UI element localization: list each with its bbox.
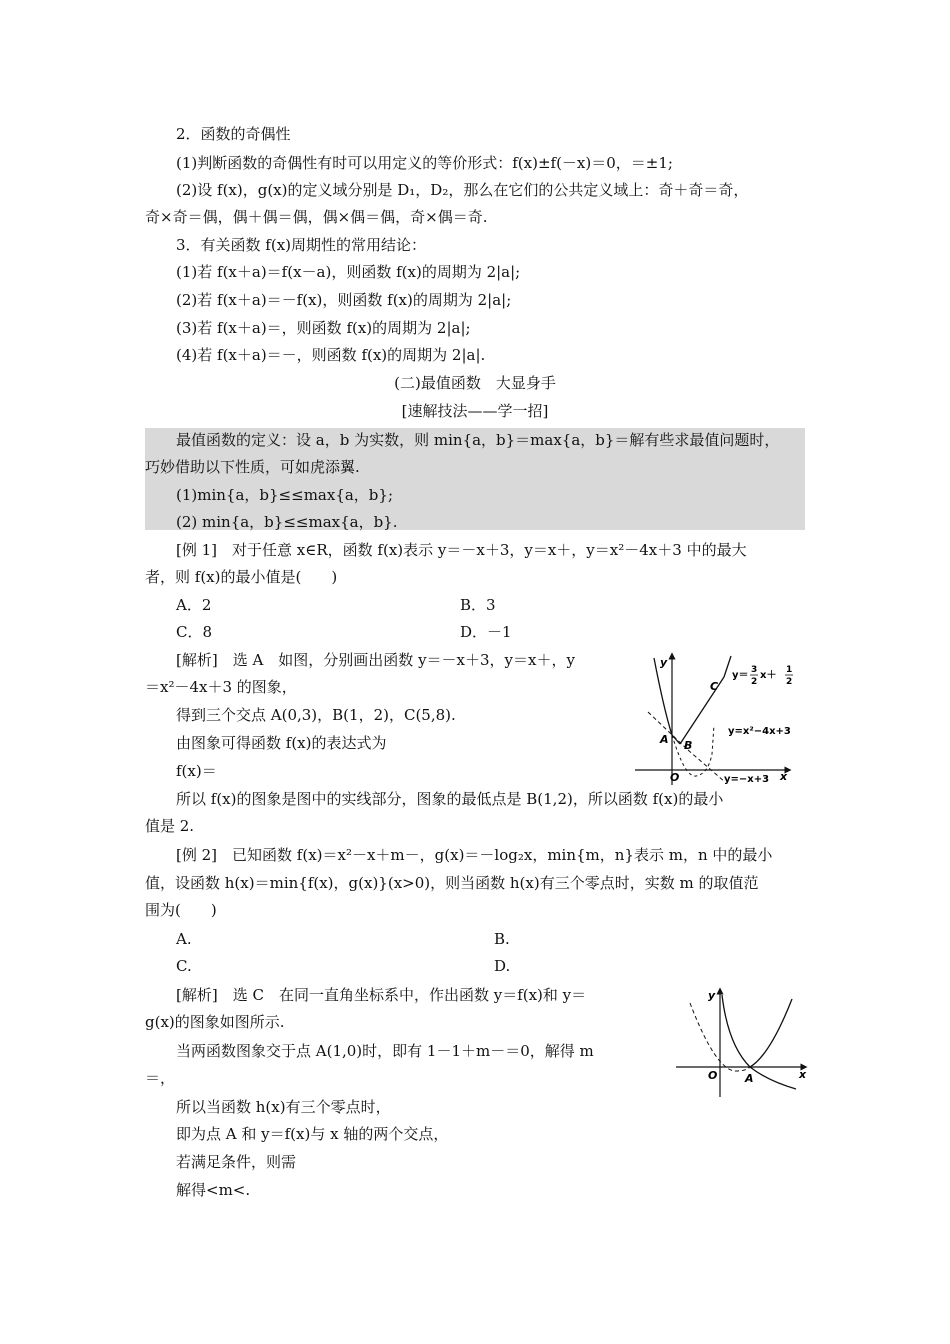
fig1-parabola-solid-right xyxy=(724,656,731,677)
ex2-question-line3: 围为( ) xyxy=(145,901,217,919)
ex2-solution-line5: 所以当函数 h(x)有三个零点时， xyxy=(176,1098,391,1116)
ex1-option-c: C．8 xyxy=(176,623,213,641)
section-subheading: [速解技法——学一招] xyxy=(401,402,549,420)
fig1-x-label: x xyxy=(780,770,788,783)
fig2-x-label: x xyxy=(799,1068,807,1081)
ex1-solution-line2: ＝x²－4x＋3 的图象， xyxy=(145,678,297,696)
fig1-line1-den1: 2 xyxy=(751,677,758,687)
fig2-log-curve xyxy=(722,995,796,1089)
fig1-line1-den2: 2 xyxy=(786,677,793,687)
figure1-graph xyxy=(630,650,800,790)
fig1-line2-label: y=−x+3 xyxy=(724,774,770,785)
fig1-point-b-label: B xyxy=(684,739,693,752)
ex1-option-b: B．3 xyxy=(460,596,496,614)
ex2-solution-line3: 当两函数图象交于点 A(1,0)时，即有 1－1＋m－＝0，解得 m xyxy=(176,1042,594,1060)
section3-line3: (3)若 f(x＋a)＝，则函数 f(x)的周期为 2|a|; xyxy=(176,319,471,337)
ex1-solution-line3: 得到三个交点 A(0,3)，B(1，2)，C(5,8). xyxy=(176,706,456,724)
ex1-solution-line6: 所以 f(x)的图象是图中的实线部分，图象的最低点是 B(1,2)，所以函数 f(x)的最小 xyxy=(176,790,724,808)
ex2-solution-line6: 即为点 A 和 y＝f(x)与 x 轴的两个交点， xyxy=(176,1125,449,1143)
fig2-y-label: y xyxy=(708,989,716,1002)
box-line2: 巧妙借助以下性质，可如虎添翼. xyxy=(145,458,360,476)
ex2-solution-line4: ＝， xyxy=(145,1069,176,1087)
ex2-solution-line1: [解析] 选 C 在同一直角坐标系中，作出函数 y＝f(x)和 y＝ xyxy=(176,986,587,1004)
ex2-option-b: B. xyxy=(494,930,510,948)
fig2-origin-label: O xyxy=(708,1069,718,1082)
section2-line2: (2)设 f(x)，g(x)的定义域分别是 D₁，D₂，那么在它们的公共定义域上：奇＋奇＝奇， xyxy=(176,181,749,199)
ex2-solution-line8: 解得<m<. xyxy=(176,1181,251,1199)
ex1-option-a: A．2 xyxy=(176,596,212,614)
ex2-option-d: D. xyxy=(494,957,511,975)
fig2-parabola-solid xyxy=(750,999,792,1067)
ex2-solution-line2: g(x)的图象如图所示. xyxy=(145,1013,285,1031)
fig1-line-decreasing-tail xyxy=(688,750,725,782)
section2-line3: 奇×奇＝偶，偶＋偶＝偶，偶×偶＝偶，奇×偶＝奇. xyxy=(145,208,488,226)
ex1-solution-line4: 由图象可得函数 f(x)的表达式为 xyxy=(176,734,387,752)
fig2-point-a-label: A xyxy=(745,1072,754,1085)
fig1-solid-segment-AB xyxy=(672,735,680,744)
box-line1: 最值函数的定义：设 a，b 为实数，则 min{a，b}＝max{a，b}＝解有些求最值问题时， xyxy=(176,431,780,449)
fig1-line1-prefix: y＝ xyxy=(732,670,749,681)
ex2-question-line2: 值，设函数 h(x)＝min{f(x)，g(x)}(x>0)，则当函数 h(x)有三个零点时，实数 m 的取值范 xyxy=(145,874,759,892)
figure2-graph xyxy=(672,985,812,1103)
fig1-point-c-label: C xyxy=(710,680,719,693)
ex2-question-line1: [例 2] 已知函数 f(x)＝x²－x＋m－，g(x)＝－log₂x，min{m，n}表示 m，n 中的最小 xyxy=(176,846,773,864)
fig1-parabola-solid-left xyxy=(654,658,672,735)
fig1-line1-num2: 1 xyxy=(786,665,793,675)
section2-line1: (1)判断函数的奇偶性有时可以用定义的等价形式：f(x)±f(－x)＝0，＝±1; xyxy=(176,154,673,172)
fig1-parabola-dashed xyxy=(672,725,714,776)
ex2-solution-line7: 若满足条件，则需 xyxy=(176,1153,297,1171)
section3-title: 3．有关函数 f(x)周期性的常用结论： xyxy=(176,236,427,254)
box-line4: (2) min{a，b}≤≤max{a，b}. xyxy=(176,513,398,531)
ex1-solution-line5: f(x)＝ xyxy=(176,762,217,780)
section3-line2: (2)若 f(x＋a)＝－f(x)，则函数 f(x)的周期为 2|a|; xyxy=(176,291,512,309)
ex1-solution-line7: 值是 2. xyxy=(145,817,195,835)
fig1-line1-mid: x＋ xyxy=(760,670,777,681)
ex1-solution-line1: [解析] 选 A 如图，分别画出函数 y＝－x＋3，y＝x＋，y xyxy=(176,651,575,669)
fig1-parabola-label: y=x²−4x+3 xyxy=(728,726,791,737)
fig1-y-label: y xyxy=(660,656,668,669)
section-heading: (二)最值函数 大显身手 xyxy=(394,374,556,392)
box-line3: (1)min{a，b}≤≤max{a，b}; xyxy=(176,486,394,504)
fig1-point-a-label: A xyxy=(660,733,669,746)
ex1-option-d: D．－1 xyxy=(460,623,512,641)
section2-title: 2．函数的奇偶性 xyxy=(176,125,291,143)
fig1-origin-label: O xyxy=(670,771,680,784)
section3-line1: (1)若 f(x＋a)＝f(x－a)，则函数 f(x)的周期为 2|a|; xyxy=(176,263,521,281)
ex2-option-c: C. xyxy=(176,957,192,975)
ex2-option-a: A. xyxy=(176,930,192,948)
section3-line4: (4)若 f(x＋a)＝－，则函数 f(x)的周期为 2|a|. xyxy=(176,346,486,364)
ex1-question-line2: 者，则 f(x)的最小值是( ) xyxy=(145,568,338,586)
fig1-line1-num1: 3 xyxy=(751,665,758,675)
ex1-question-line1: [例 1] 对于任意 x∈R，函数 f(x)表示 y＝－x＋3，y＝x＋，y＝x²－4x＋3 中的最大 xyxy=(176,541,747,559)
